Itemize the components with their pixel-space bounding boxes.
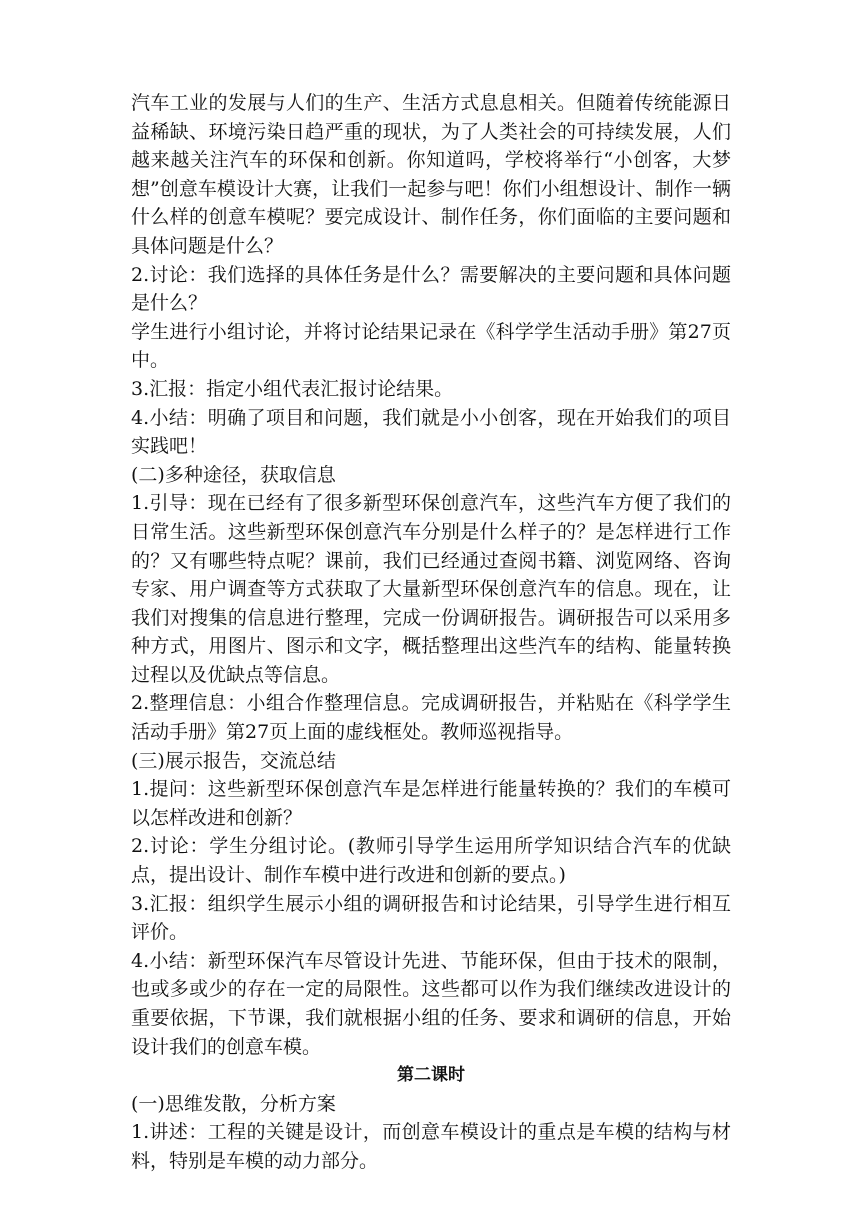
presentation-paragraph: 3.汇报：组织学生展示小组的调研报告和讨论结果，引导学生进行相互评价。 xyxy=(131,892,731,944)
guide-paragraph: 1.引导：现在已经有了很多新型环保创意汽车，这些汽车方便了我们的日常生活。这些新型环保创意汽车分别是什么样子的？是怎样进行工作的？又有哪些特点呢？课前，我们已经通过查阅书籍、浏览网络、咨询专家、用户调查等方式获取了大量新型环保创意汽车的信息。现在，让我们对搜集的信息进行整理，完成一份调研报告。调研报告可以采用多种方式，用图片、图示和文字，概括整理出这些汽车的结构、能量转换过程以及优缺点等信息。 xyxy=(131,492,731,686)
section-three-heading: (三)展示报告，交流总结 xyxy=(131,749,336,772)
lesson-two-title: 第二课时 xyxy=(397,1065,465,1086)
report-paragraph: 3.汇报：指定小组代表汇报讨论结果。 xyxy=(131,377,454,400)
intro-paragraph: 汽车工业的发展与人们的生产、生活方式息息相关。但随着传统能源日益稀缺、环境污染日趋严重的现状，为了人类社会的可持续发展，人们越来越关注汽车的环保和创新。你知道吗，学校将举行“小创客，大梦想”创意车模设计大赛，让我们一起参与吧！你们小组想设计、制作一辆什么样的创意车模呢？要完成设计、制作任务，你们面临的主要问题和具体问题是什么？ xyxy=(131,92,731,257)
divergent-thinking-heading: (一)思维发散，分析方案 xyxy=(131,1092,336,1115)
group-discuss-paragraph: 2.讨论：学生分组讨论。(教师引导学生运用所学知识结合汽车的优缺点，提出设计、制作车模中进行改进和创新的要点。) xyxy=(131,835,731,887)
design-narrative-paragraph: 1.讲述：工程的关键是设计，而创意车模设计的重点是车模的结构与材料，特别是车模的动力部分。 xyxy=(131,1121,731,1172)
discussion-paragraph: 2.讨论：我们选择的具体任务是什么？需要解决的主要问题和具体问题是什么？ xyxy=(131,263,731,315)
summary-paragraph: 4.小结：明确了项目和问题，我们就是小小创客，现在开始我们的项目实践吧！ xyxy=(131,406,731,458)
section-two-heading: (二)多种途径，获取信息 xyxy=(131,463,336,486)
conclusion-paragraph: 4.小结：新型环保汽车尽管设计先进、节能环保，但由于技术的限制，也或多或少的存在一定的局限性。这些都可以作为我们继续改进设计的重要依据，下节课，我们就根据小组的任务、要求和调研的信息，开始设计我们的创意车模。 xyxy=(131,949,731,1058)
document-body xyxy=(131,89,731,1176)
group-discussion-paragraph: 学生进行小组讨论，并将讨论结果记录在《科学学生活动手册》第27页中。 xyxy=(131,320,731,372)
organize-info-paragraph: 2.整理信息：小组合作整理信息。完成调研报告，并粘贴在《科学学生活动手册》第27页上面的虚线框处。教师巡视指导。 xyxy=(131,692,731,744)
question-paragraph: 1.提问：这些新型环保创意汽车是怎样进行能量转换的？我们的车模可以怎样改进和创新？ xyxy=(131,778,731,829)
